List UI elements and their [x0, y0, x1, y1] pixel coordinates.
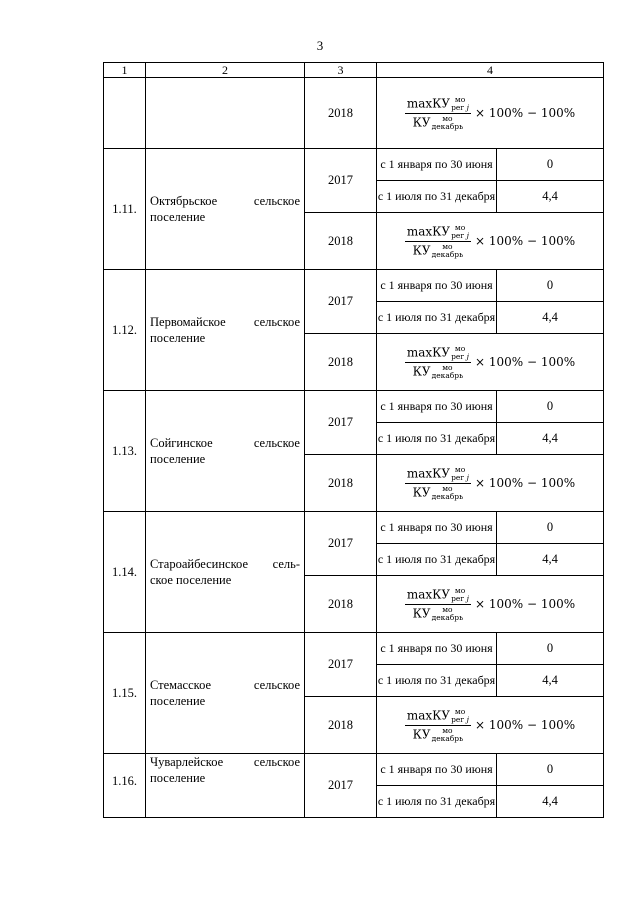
value-cell: 4,4: [497, 665, 604, 697]
table-row: [104, 512, 604, 544]
settlement-name-line: Сойгинское сельское: [150, 436, 300, 450]
formula: [405, 466, 575, 501]
period-cell: с 1 июля по 31 декабря: [377, 544, 497, 576]
empty-cell: [104, 78, 146, 149]
period-cell: с 1 января по 30 июня: [377, 391, 497, 423]
value-cell: 0: [497, 270, 604, 302]
period-cell: с 1 января по 30 июня: [377, 754, 497, 786]
formula-cell: [377, 455, 604, 512]
numerator: maxКУ мо рег j: [406, 94, 469, 112]
numerator: maxКУ мо рег j: [406, 464, 469, 482]
denominator: КУ мо декабрь: [412, 362, 464, 380]
header-row: [104, 63, 604, 78]
formula-cell: [377, 697, 604, 754]
value-cell: 0: [497, 512, 604, 544]
formula-tail: × 100% − 100%: [474, 476, 576, 490]
value-cell: 4,4: [497, 544, 604, 576]
denominator: КУ мо декабрь: [412, 604, 464, 622]
year-cell: 2017: [305, 270, 377, 334]
fraction: [405, 345, 471, 380]
settlement-name: [146, 391, 305, 512]
numerator: maxКУ мо рег j: [406, 585, 469, 603]
settlement-name-line: поселение: [150, 694, 206, 708]
fraction: [405, 708, 471, 743]
settlement-name-line: Октябрьское сельское: [150, 194, 300, 208]
formula-tail: × 100% − 100%: [474, 234, 576, 248]
fraction: [405, 587, 471, 622]
settlement-name-line: Первомайское сельское: [150, 315, 300, 329]
formula: [405, 224, 575, 259]
formula: [405, 96, 575, 131]
header-col-3: 3: [305, 63, 377, 78]
settlement-name: [146, 270, 305, 391]
fraction: [405, 466, 471, 501]
value-cell: 0: [497, 754, 604, 786]
formula-tail: × 100% − 100%: [474, 106, 576, 120]
value-cell: 4,4: [497, 786, 604, 818]
year-cell: 2018: [305, 78, 377, 149]
row-number: 1.14.: [104, 512, 146, 633]
data-table: [103, 62, 604, 818]
table-row: [104, 754, 604, 786]
formula-cell: [377, 213, 604, 270]
denominator: КУ мо декабрь: [412, 483, 464, 501]
header-col-4: 4: [377, 63, 604, 78]
value-cell: 4,4: [497, 181, 604, 213]
year-cell: 2017: [305, 754, 377, 818]
year-cell: 2017: [305, 633, 377, 697]
formula: [405, 708, 575, 743]
formula: [405, 345, 575, 380]
table-row: [104, 391, 604, 423]
formula-tail: × 100% − 100%: [474, 597, 576, 611]
settlement-name-line: Стемасское сельское: [150, 678, 300, 692]
settlement-name-line: поселение: [150, 771, 206, 785]
table-row: [104, 270, 604, 302]
row-number: 1.15.: [104, 633, 146, 754]
value-cell: 4,4: [497, 423, 604, 455]
year-cell: 2018: [305, 213, 377, 270]
period-cell: с 1 января по 30 июня: [377, 512, 497, 544]
period-cell: с 1 января по 30 июня: [377, 149, 497, 181]
numerator: maxКУ мо рег j: [406, 706, 469, 724]
settlement-name: [146, 633, 305, 754]
year-cell: 2017: [305, 391, 377, 455]
value-cell: 4,4: [497, 302, 604, 334]
formula-tail: × 100% − 100%: [474, 718, 576, 732]
formula-cell: [377, 78, 604, 149]
row-number: 1.12.: [104, 270, 146, 391]
settlement-name: [146, 149, 305, 270]
formula: [405, 587, 575, 622]
settlement-name-line: поселение: [150, 331, 206, 345]
value-cell: 0: [497, 633, 604, 665]
settlement-name: [146, 512, 305, 633]
fraction: [405, 96, 471, 131]
header-col-1: 1: [104, 63, 146, 78]
year-cell: 2018: [305, 455, 377, 512]
denominator: КУ мо декабрь: [412, 241, 464, 259]
page-number: 3: [316, 38, 324, 53]
year-cell: 2018: [305, 334, 377, 391]
formula-tail: × 100% − 100%: [474, 355, 576, 369]
settlement-name-line: поселение: [150, 452, 206, 466]
period-cell: с 1 июля по 31 декабря: [377, 786, 497, 818]
formula-cell: [377, 576, 604, 633]
settlement-name-line: Чуварлейское сельское: [150, 755, 300, 769]
formula-cell: [377, 334, 604, 391]
settlement-name: [146, 754, 305, 818]
period-cell: с 1 июля по 31 декабря: [377, 181, 497, 213]
table-row: [104, 78, 604, 149]
empty-cell: [146, 78, 305, 149]
numerator: maxКУ мо рег j: [406, 343, 469, 361]
period-cell: с 1 июля по 31 декабря: [377, 665, 497, 697]
value-cell: 0: [497, 391, 604, 423]
settlement-name-line: Староайбесинское сель-: [150, 557, 300, 571]
period-cell: с 1 июля по 31 декабря: [377, 302, 497, 334]
denominator: КУ мо декабрь: [412, 113, 464, 131]
table-row: [104, 149, 604, 181]
row-number: 1.13.: [104, 391, 146, 512]
period-cell: с 1 января по 30 июня: [377, 633, 497, 665]
header-col-2: 2: [146, 63, 305, 78]
year-cell: 2018: [305, 576, 377, 633]
denominator: КУ мо декабрь: [412, 725, 464, 743]
year-cell: 2017: [305, 149, 377, 213]
value-cell: 0: [497, 149, 604, 181]
row-number: 1.11.: [104, 149, 146, 270]
row-number: 1.16.: [104, 754, 146, 818]
year-cell: 2018: [305, 697, 377, 754]
table-row: [104, 633, 604, 665]
settlement-name-line: ское поселение: [150, 573, 232, 587]
numerator: maxКУ мо рег j: [406, 222, 469, 240]
period-cell: с 1 января по 30 июня: [377, 270, 497, 302]
settlement-name-line: поселение: [150, 210, 206, 224]
fraction: [405, 224, 471, 259]
year-cell: 2017: [305, 512, 377, 576]
period-cell: с 1 июля по 31 декабря: [377, 423, 497, 455]
